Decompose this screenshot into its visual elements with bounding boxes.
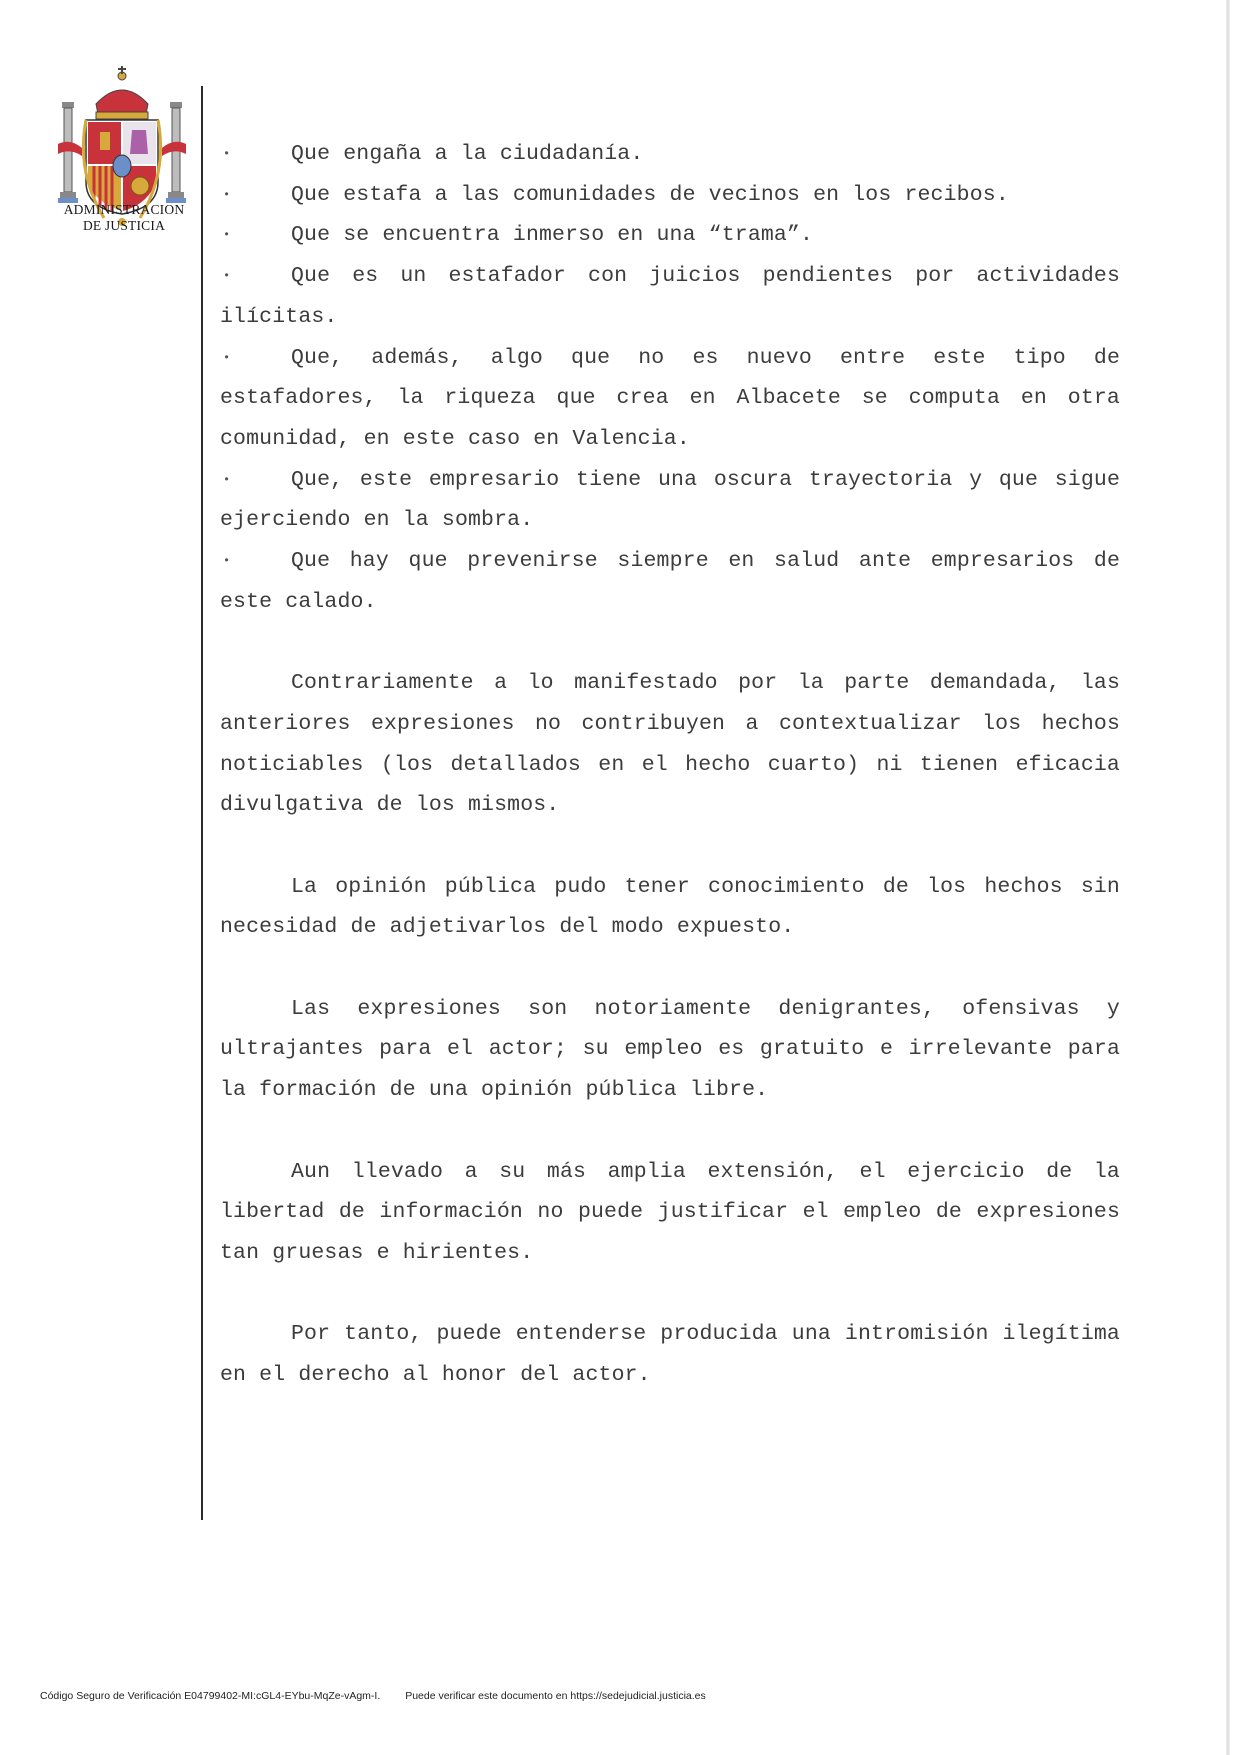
verification-url-text: Puede verificar este documento en https://sedejudicial.justicia.es (405, 1690, 706, 1702)
bullet-item (220, 175, 1120, 216)
bullet-dot-icon: • (223, 269, 231, 284)
bullet-text: Que estafa a las comunidades de vecinos en los recibos. (291, 182, 1009, 207)
bullet-item (220, 338, 1120, 460)
bullet-dot-icon: • (223, 147, 231, 161)
body-paragraph: Aun llevado a su más amplia extensión, el ejercicio de la libertad de información no puede justificar el empleo de expresiones tan gruesas e hirientes. (220, 1159, 1120, 1265)
institution-name (44, 202, 204, 234)
body-paragraph: Las expresiones son notoriamente denigrantes, ofensivas y ultrajantes para el actor; su empleo es gratuito e irrelevante para la formación de una opinión pública libre. (220, 996, 1120, 1103)
verification-footer (40, 1690, 1140, 1702)
document-body (220, 134, 1120, 1417)
bullet-dot-icon: • (223, 350, 231, 365)
bullet-item (220, 541, 1120, 622)
body-paragraph: Por tanto, puede entenderse producida una intromisión ilegítima en el derecho al honor del actor. (220, 1322, 1120, 1388)
bullet-item (220, 460, 1120, 541)
bullet-text: Que hay que prevenirse siempre en salud ante empresarios de este calado. (220, 549, 1120, 614)
bullet-text: Que se encuentra inmerso en una “trama”. (291, 223, 814, 248)
verification-code: Código Seguro de Verificación E04799402-MI:cGL4-EYbu-MqZe-vAgm-I. (40, 1690, 381, 1702)
page-edge-shadow (1226, 0, 1230, 1755)
institution-line-2: DE JUSTICIA (82, 218, 166, 233)
bullet-text: Que, este empresario tiene una oscura trayectoria y que sigue ejerciendo en la sombra. (220, 467, 1120, 533)
body-paragraph: Contrariamente a lo manifestado por la parte demandada, las anteriores expresiones no contribuyen a contextualizar los hechos noticiables (los detallados en el hecho cuarto) ni tienen eficacia divulgativa de los mismos. (220, 671, 1120, 818)
bullet-item (220, 134, 1120, 175)
bullet-text: Que es un estafador con juicios pendientes por actividades ilícitas. (220, 264, 1120, 329)
bullet-dot-icon: • (223, 187, 231, 202)
bullet-dot-icon: • (223, 554, 231, 569)
margin-rule (201, 86, 203, 1520)
body-paragraph: La opinión pública pudo tener conocimiento de los hechos sin necesidad de adjetivarlos del modo expuesto. (220, 874, 1120, 940)
bullet-item (220, 215, 1120, 256)
institution-line-1: ADMINISTRACION (63, 202, 185, 217)
bullet-item (220, 256, 1120, 337)
bullet-dot-icon: • (223, 228, 231, 243)
bullet-dot-icon: • (223, 472, 231, 487)
bullet-text: Que engaña a la ciudadanía. (291, 142, 644, 166)
bullet-text: Que, además, algo que no es nuevo entre este tipo de estafadores, la riqueza que crea en Albacete se computa en otra comunidad, en este caso en Valencia. (220, 345, 1120, 451)
